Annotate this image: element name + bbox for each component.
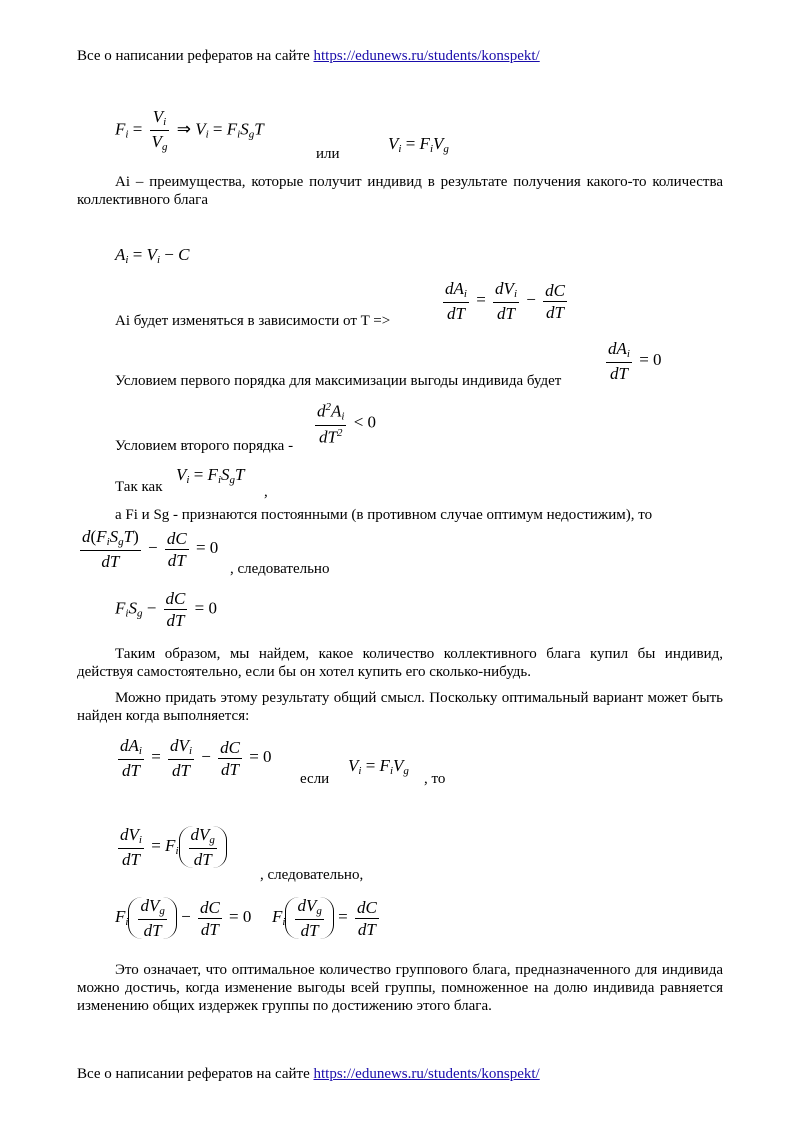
header [77, 48, 540, 65]
paragraph-general-meaning: Можно придать этому результату общий смысл. Поскольку оптимальный вариант может быть найден когда выполняется: [77, 690, 723, 724]
comma: , [264, 484, 268, 500]
formula-dai-dt: $dA_i$ dT = $dV_i$ dT − $\frac{dC}{dT}$ [445, 279, 565, 323]
paragraph-thus: Таким образом, мы найдем, какое количество коллективного блага купил бы индивид, действуя самостоятельно, если бы он хотел купить его сколько-нибудь. [77, 646, 723, 680]
formula-dvi-dt: $dV_i$ dT = $F_i$ $dV_g$ dT [115, 826, 227, 868]
paragraph-constants: a Fi и Sg - признаются постоянными (в противном случае оптимум недостижим), то [115, 507, 653, 523]
word-to: , то [424, 771, 446, 787]
footer [77, 1066, 540, 1083]
formula-fisg-minus-dc: $F_iS_g$ − $\frac{dC}{dT}$ = 0 [115, 589, 217, 630]
formula-vi-fi-vg-2: $V_i = F_iV_g$ [348, 756, 409, 777]
formula-vi-fi-sg-t: $V_i = F_iS_gT$ [176, 465, 245, 486]
formula-fi-equals-vi-over-vg: $F_i$ = $\frac{V_i}{V_g}$ ⇒ $V_i = F_iS_gT$ [115, 107, 264, 153]
formula-first-order: $dA_i$ dT = 0 [608, 339, 662, 383]
word-ili: или [316, 146, 340, 162]
text-ai-depends-on-t: Ai будет изменяться в зависимости от T => [115, 313, 391, 329]
text-first-order-condition: Условием первого порядка для максимизации выгоды индивида будет [115, 373, 562, 389]
header-link[interactable]: https://edunews.ru/students/konspekt/ [313, 48, 540, 64]
formula-vi-equals-fi-vg: $V_i = F_iV_g$ [388, 134, 449, 155]
header-text: Все о написании рефератов на сайте [77, 48, 314, 64]
footer-text: Все о написании рефератов на сайте [77, 1066, 314, 1082]
word-esli: если [300, 771, 330, 787]
footer-link[interactable]: https://edunews.ru/students/konspekt/ [313, 1066, 540, 1082]
formula-ai-equals-vi-minus-c: $A_i = V_i - C$ [115, 245, 190, 266]
formula-derivative-fisgt: $d(F_iS_gT)$ dT − $\frac{dC}{dT}$ = 0 [82, 527, 219, 571]
formula-optimum-condition: $dA_i$ dT = $dV_i$ dT − $\frac{dC}{dT}$ = 0 [120, 736, 272, 780]
paragraph-conclusion: Это означает, что оптимальное количество группового блага, предназначенного для индивида можно достичь, когда изменение выгоды всей группы, помноженное на долю индивида равняется изменению общих издержек группы по достижению этого блага. [77, 962, 723, 1014]
formula-fi-dvg-equals-dc: $F_i$ $dV_g$ dT = $\frac{dC}{dT}$ [272, 896, 377, 940]
word-sledovatelno-1: , следовательно [230, 561, 330, 577]
paragraph-ai-definition: Ai – преимущества, которые получит индивид в результате получения какого-то количества коллективного блага [77, 174, 723, 208]
formula-second-order: $\frac{d^2A_i}{dT^2}$ < 0 [317, 401, 377, 447]
text-second-order-condition: Условием второго порядка - [115, 438, 294, 454]
formula-fi-dvg-minus-dc: $F_i$ $dV_g$ dT − $\frac{dC}{dT}$ = 0 [115, 896, 252, 940]
word-sledovatelno-2: , следовательно, [260, 867, 364, 883]
text-tak-kak: Так как [115, 479, 163, 495]
